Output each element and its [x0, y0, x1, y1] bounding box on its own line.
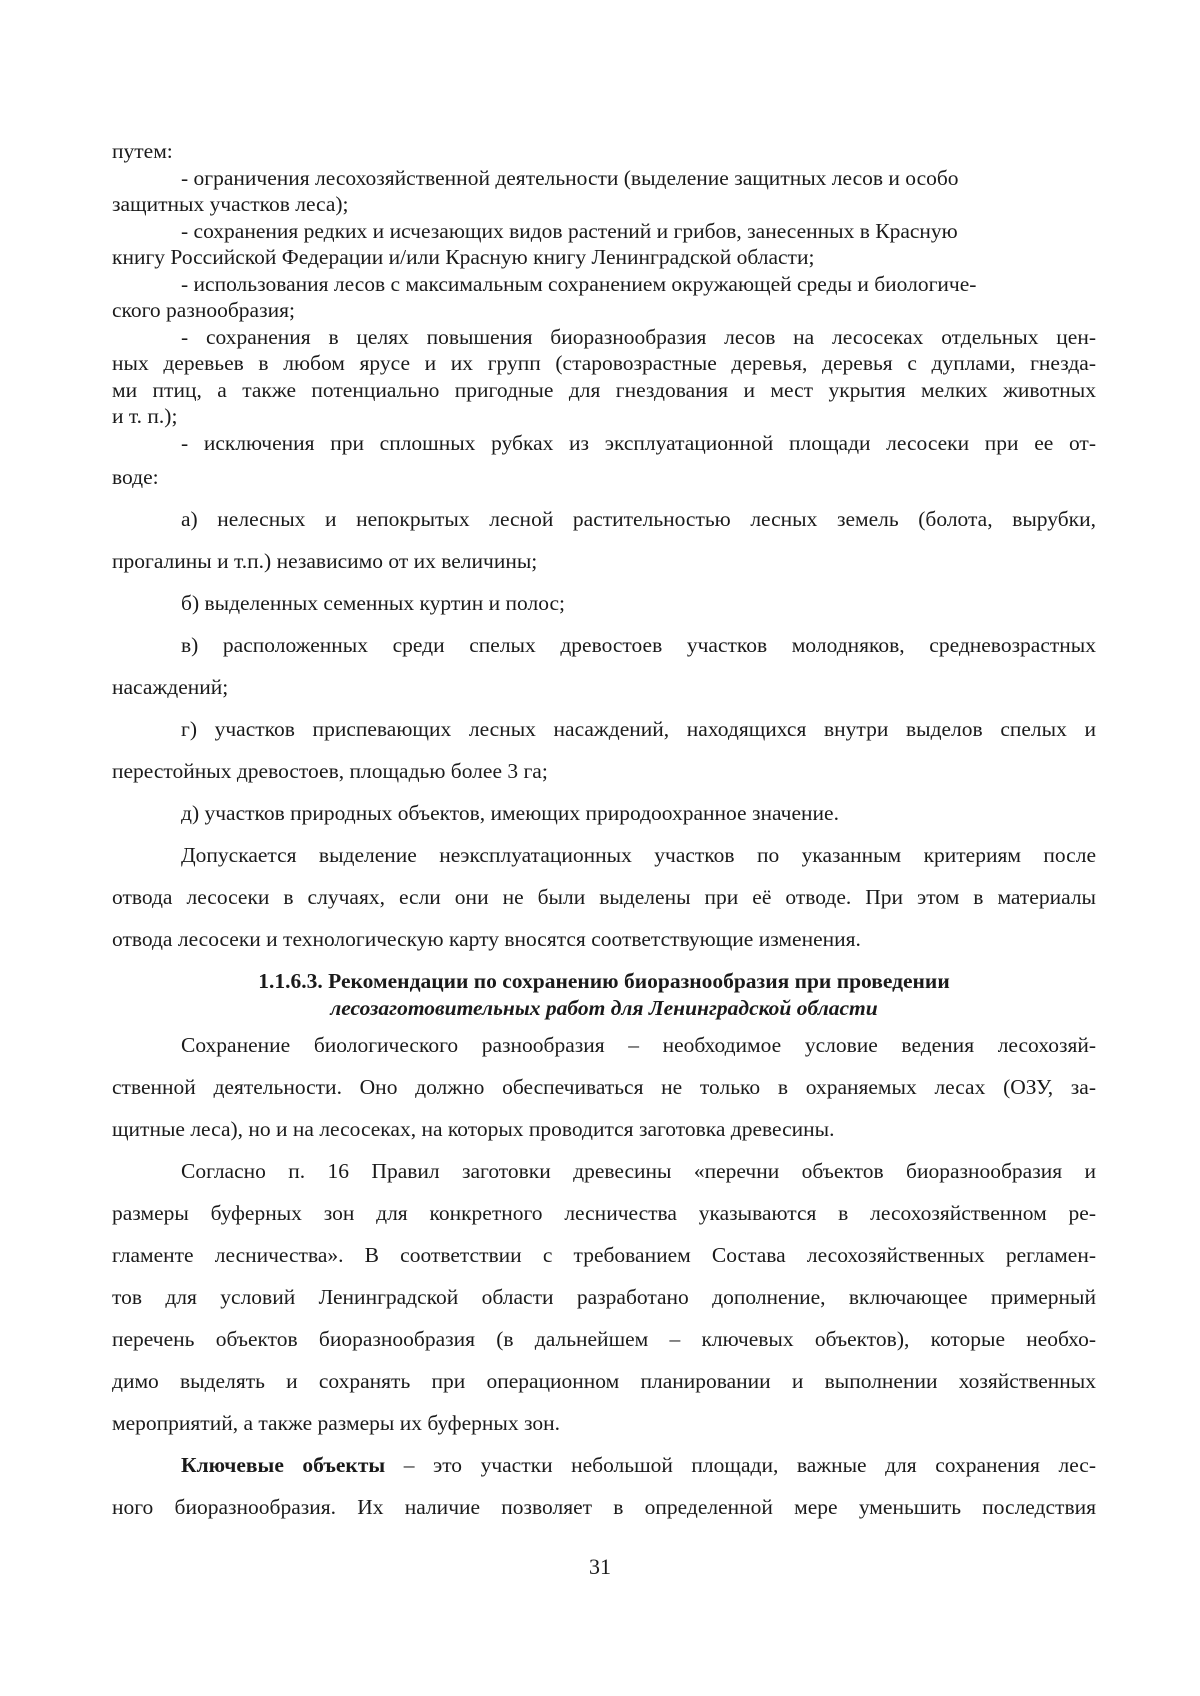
- text-line: щитные леса), но и на лесосеках, на которых проводится заготовка древесины.: [112, 1117, 835, 1141]
- paragraph-block: [112, 1444, 1096, 1528]
- text-line: размеры буферных зон для конкретного лесничества указываются в лесохозяйственном ре-: [112, 1201, 1096, 1225]
- text-line: - исключения при сплошных рубках из эксплуатационной площади лесосеки при ее от-: [181, 430, 1096, 455]
- text-line: прогалины и т.п.) независимо от их величины;: [112, 549, 538, 573]
- defined-term: Ключевые объекты: [181, 1453, 386, 1477]
- text-line: ского разнообразия;: [112, 298, 295, 322]
- text-line: - сохранения редких и исчезающих видов растений и грибов, занесенных в Красную: [181, 218, 958, 243]
- text-line: - сохранения в целях повышения биоразнообразия лесов на лесосеках отдельных цен-: [181, 324, 1096, 349]
- text-line: ных деревьев в любом ярусе и их групп (старовозрастные деревья, деревья с дуплами, гнезда-: [112, 351, 1096, 375]
- section-heading-line: лесозаготовительных работ для Ленинградской области: [330, 996, 878, 1020]
- text-line: воде:: [112, 465, 159, 489]
- text-line: тов для условий Ленинградской области разработано дополнение, включающее примерный: [112, 1285, 1096, 1309]
- text-line: мероприятий, а также размеры их буферных зон.: [112, 1411, 560, 1435]
- text-line: Сохранение биологического разнообразия – необходимое условие ведения лесохозяй-: [181, 1033, 1096, 1057]
- page-body: [112, 138, 1096, 1528]
- page-number: 31: [589, 1554, 611, 1579]
- text-line: [112, 1444, 1096, 1486]
- text-line: ственной деятельности. Оно должно обеспечиваться не только в охраняемых лесах (ОЗУ, за-: [112, 1075, 1096, 1099]
- text-line: ми птиц, а также потенциально пригодные для гнездования и мест укрытия мелких животных: [112, 377, 1096, 402]
- section-heading: [112, 968, 1096, 1022]
- paragraph-block: [112, 456, 1096, 960]
- text-line: - использования лесов с максимальным сохранением окружающей среды и биологиче-: [181, 271, 977, 296]
- text-line: путем:: [112, 139, 173, 163]
- text-line: Согласно п. 16 Правил заготовки древесины «перечни объектов биоразнообразия и: [181, 1159, 1096, 1183]
- text-line: - ограничения лесохозяйственной деятельности (выделение защитных лесов и особо: [181, 165, 959, 190]
- text-line: гламенте лесничества». В соответствии с требованием Состава лесохозяйственных регламен-: [112, 1243, 1096, 1267]
- text-line: ного биоразнообразия. Их наличие позволяет в определенной мере уменьшить последствия: [112, 1495, 1096, 1519]
- text-line: и т. п.);: [112, 404, 178, 428]
- text-line: Допускается выделение неэксплуатационных участков по указанным критериям после: [181, 843, 1096, 867]
- text-span: – это участки небольшой площади, важные для сохранения лес-: [385, 1453, 1096, 1477]
- text-line: отвода лесосеки и технологическую карту вносятся соответствующие изменения.: [112, 927, 861, 951]
- text-line: перечень объектов биоразнообразия (в дальнейшем – ключевых объектов), которые необхо-: [112, 1327, 1096, 1351]
- text-line: отвода лесосеки в случаях, если они не были выделены при её отводе. При этом в материалы: [112, 885, 1096, 909]
- text-line: а) нелесных и непокрытых лесной растительностью лесных земель (болота, вырубки,: [181, 507, 1096, 531]
- text-line: насаждений;: [112, 675, 229, 699]
- text-line: б) выделенных семенных куртин и полос;: [181, 591, 566, 615]
- text-line: в) расположенных среди спелых древостоев участков молодняков, средневозрастных: [181, 633, 1096, 657]
- text-line: защитных участков леса);: [112, 192, 349, 216]
- text-line: г) участков приспевающих лесных насаждений, находящихся внутри выделов спелых и: [181, 717, 1096, 741]
- section-heading-line: 1.1.6.3. Рекомендации по сохранению биоразнообразия при проведении: [258, 969, 950, 993]
- list-block: [112, 138, 1096, 456]
- text-line: д) участков природных объектов, имеющих природоохранное значение.: [181, 801, 839, 825]
- text-line: димо выделять и сохранять при операционном планировании и выполнении хозяйственных: [112, 1369, 1096, 1393]
- paragraph-block: [112, 1024, 1096, 1444]
- text-line: перестойных древостоев, площадью более 3 га;: [112, 759, 548, 783]
- text-line: книгу Российской Федерации и/или Красную книгу Ленинградской области;: [112, 245, 815, 269]
